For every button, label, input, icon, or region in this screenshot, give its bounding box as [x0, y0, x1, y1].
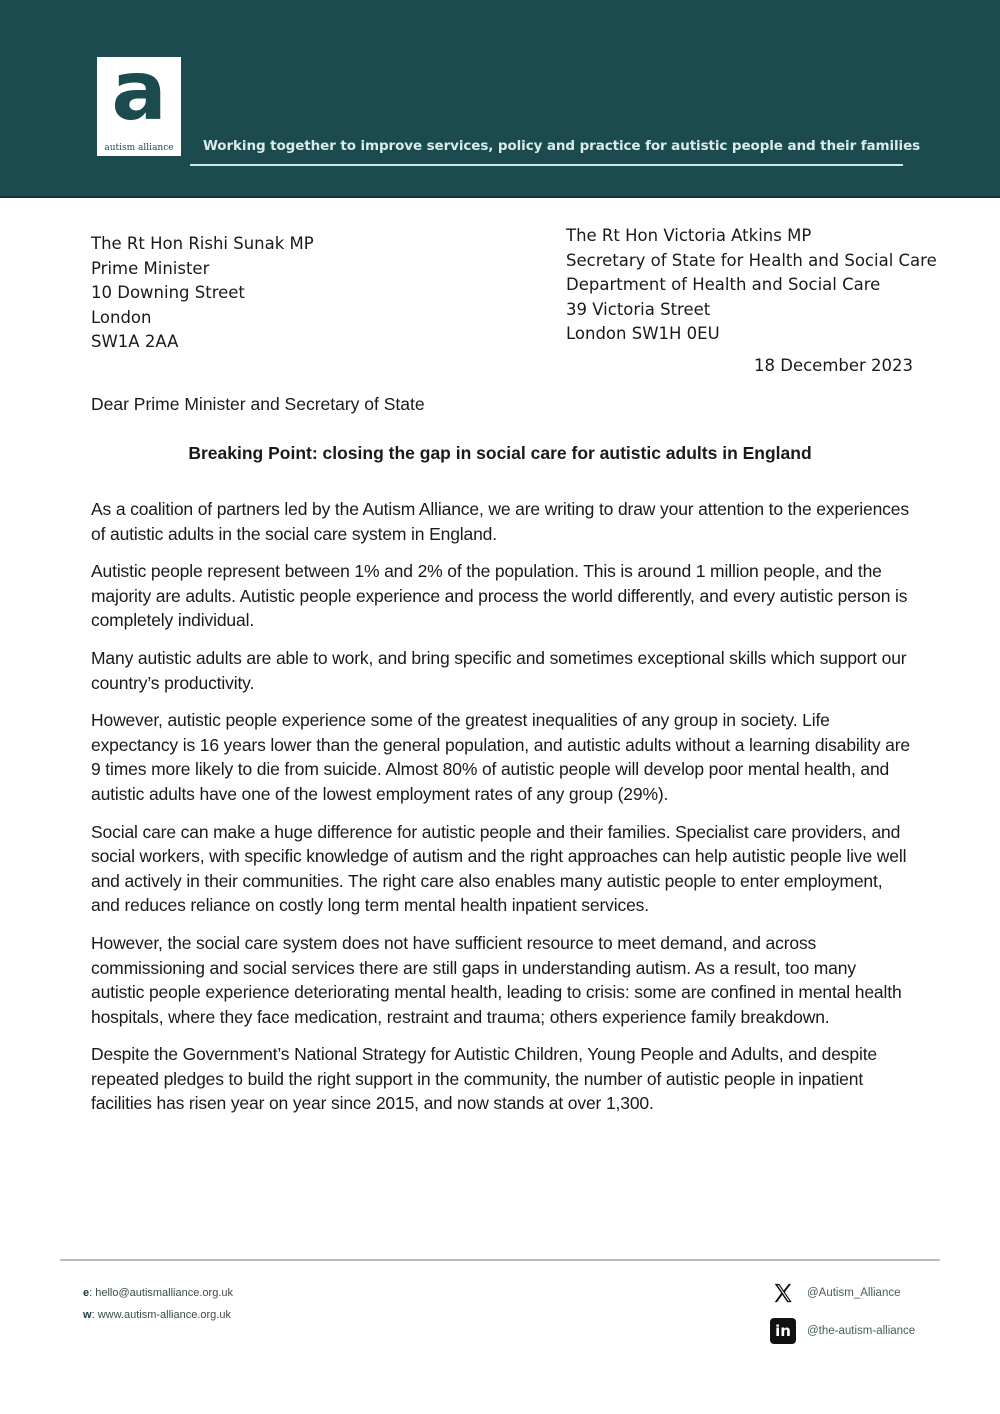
paragraph: Despite the Government’s National Strategy for Autistic Children, Young People and Adults, and despite repeated pledges to build the right support in the community, the number of autistic people in inpatient facilities has risen year on year since 2015, and now stands at over 1,300. — [91, 1044, 877, 1114]
x-icon — [770, 1280, 796, 1306]
social-linkedin[interactable] — [770, 1318, 915, 1344]
social-x[interactable] — [770, 1280, 901, 1306]
footer-email: e: hello@autismalliance.org.uk — [83, 1287, 233, 1299]
address-line: The Rt Hon Victoria Atkins MP — [566, 226, 812, 245]
tagline-underline — [190, 164, 903, 166]
address-line: 10 Downing Street — [91, 283, 245, 303]
address-line: London — [91, 307, 152, 327]
paragraph: As a coalition of partners led by the Autism Alliance, we are writing to draw your attention to the experiences of autistic adults in the social care system in England. — [91, 499, 909, 544]
recipient-address-secretary-of-state — [566, 224, 937, 347]
paragraph: Many autistic adults are able to work, and bring specific and sometimes exceptional skills which support our country’s productivity. — [91, 647, 907, 693]
logo-letter: a — [111, 44, 167, 139]
letter-subject: Breaking Point: closing the gap in social care for autistic adults in England — [188, 443, 812, 463]
address-line: Prime Minister — [91, 258, 210, 278]
recipient-address-prime-minister — [91, 232, 314, 355]
website-link[interactable]: www.autism-alliance.org.uk — [97, 1309, 231, 1321]
address-line: SW1A 2AA — [91, 332, 179, 352]
footer-divider — [60, 1259, 940, 1261]
footer-website: w: www.autism-alliance.org.uk — [83, 1309, 231, 1321]
linkedin-icon: in — [770, 1318, 796, 1344]
paragraph: However, autistic people experience some of the greatest inequalities of any group in society. Life expectancy is 16 years lower than the general population, and autistic adults without a learning disability are 9 times more likely to die from suicide. Almost 80% of autistic people will develop poor mental health, and autistic adults have one of the lowest employment rates of any group (29%). — [91, 710, 910, 804]
letter-date: 18 December 2023 — [754, 356, 914, 375]
email-label: e — [83, 1287, 90, 1299]
paragraph: However, the social care system does not have sufficient resource to meet demand, and across commissioning and social services there are still gaps in understanding autism. As a result, too many autistic people experience deteriorating mental health, leading to crisis: some are confined in mental health hospitals, where they face medication, restraint and trauma; others experience family breakdown. — [91, 932, 902, 1027]
linkedin-handle[interactable]: @the-autism-alliance — [807, 1325, 916, 1337]
web-label: w — [83, 1309, 92, 1321]
address-line: 39 Victoria Street — [566, 299, 711, 319]
email-link[interactable]: hello@autismalliance.org.uk — [95, 1287, 233, 1299]
salutation: Dear Prime Minister and Secretary of State — [91, 394, 425, 414]
x-handle[interactable]: @Autism_Alliance — [807, 1287, 901, 1299]
paragraph: Autistic people represent between 1% and 2% of the population. This is around 1 million people, and the majority are adults. Autistic people experience and process the world differently, and every autistic person is completely individual. — [91, 561, 908, 631]
address-line: Secretary of State for Health and Social Care — [566, 250, 937, 270]
tagline: Working together to improve services, policy and practice for autistic people and their families — [203, 138, 921, 154]
letterhead-banner — [0, 0, 1000, 198]
autism-alliance-logo — [97, 44, 181, 156]
address-line: The Rt Hon Rishi Sunak MP — [91, 234, 314, 253]
paragraph: Social care can make a huge difference for autistic people and their families. Specialist care providers, and social workers, with specific knowledge of autism and the right approaches can help autistic people live well and actively in their communities. The right care also enables many autistic people to enter employment, and reduces reliance on costly long term mental health inpatient services. — [91, 821, 907, 916]
address-line: Department of Health and Social Care — [566, 275, 881, 295]
logo-text: autism alliance — [104, 143, 174, 153]
letter-body — [91, 497, 911, 1129]
address-line: London SW1H 0EU — [566, 324, 720, 344]
